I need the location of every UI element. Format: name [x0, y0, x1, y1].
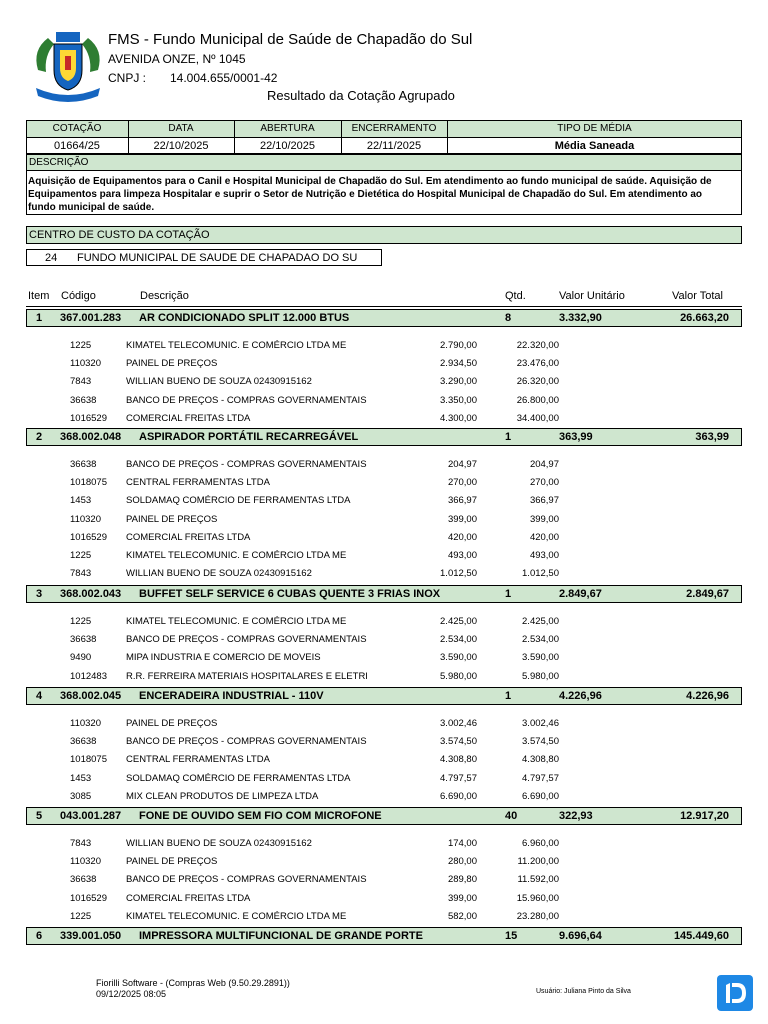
col-item: Item	[28, 290, 50, 302]
item-number: 2	[36, 431, 43, 443]
item-total-value: 145.449,60	[673, 930, 729, 942]
col-unit-value: Valor Unitário	[559, 290, 625, 302]
quote-supplier-name: KIMATEL TELECOMUNIC. E COMÉRCIO LTDA ME	[126, 616, 347, 627]
quote-unit-price: 3.590,00	[440, 652, 477, 663]
quote-unit-price: 2.534,00	[440, 634, 477, 645]
quote-total-price: 22.320,00	[516, 340, 559, 351]
quote-total-price: 4.308,80	[522, 754, 559, 765]
item-description: FONE DE OUVIDO SEM FIO COM MICROFONE	[139, 810, 382, 822]
quote-row	[0, 356, 768, 372]
quote-unit-price: 4.308,80	[440, 754, 477, 765]
label-abertura: ABERTURA	[260, 123, 315, 134]
quote-supplier-code: 1016529	[70, 893, 107, 904]
item-code: 339.001.050	[60, 930, 122, 942]
quote-total-price: 6.690,00	[522, 791, 559, 802]
item-number: 6	[36, 930, 43, 942]
municipal-coat-of-arms-logo	[30, 30, 106, 104]
quote-supplier-name: WILLIAN BUENO DE SOUZA 02430915162	[126, 568, 312, 579]
item-code: 368.002.043	[60, 588, 122, 600]
label-cotacao: COTAÇÃO	[52, 123, 102, 134]
cnpj-value: 14.004.655/0001-42	[170, 71, 278, 85]
quote-supplier-name: PAINEL DE PREÇOS	[126, 358, 218, 369]
quote-supplier-name: SOLDAMAQ COMÉRCIO DE FERRAMENTAS LTDA	[126, 495, 351, 506]
quote-row	[0, 891, 768, 907]
quote-row	[0, 771, 768, 787]
quote-total-price: 1.012,50	[522, 568, 559, 579]
item-code: 368.002.048	[60, 431, 122, 443]
quote-supplier-code: 110320	[70, 358, 101, 369]
quote-supplier-code: 1018075	[70, 477, 107, 488]
quote-row	[0, 669, 768, 685]
quote-supplier-name: KIMATEL TELECOMUNIC. E COMÉRCIO LTDA ME	[126, 550, 347, 561]
quote-unit-price: 5.980,00	[440, 671, 477, 682]
quote-unit-price: 270,00	[447, 477, 477, 488]
quote-supplier-name: PAINEL DE PREÇOS	[126, 856, 218, 867]
cost-center-name: FUNDO MUNICIPAL DE SAUDE DE CHAPADAO DO SU	[77, 252, 358, 264]
item-code: 043.001.287	[60, 810, 122, 822]
description-label-row	[26, 154, 742, 171]
col-qty: Qtd.	[505, 290, 526, 302]
quote-unit-price: 3.290,00	[440, 376, 477, 387]
quote-row	[0, 836, 768, 852]
quote-row	[0, 650, 768, 666]
quote-supplier-code: 1012483	[70, 671, 107, 682]
value-cotacao: 01664/25	[54, 140, 100, 152]
quote-unit-price: 1.012,50	[440, 568, 477, 579]
quote-supplier-name: PAINEL DE PREÇOS	[126, 718, 218, 729]
quote-unit-price: 582,00	[447, 911, 477, 922]
quote-total-price: 23.476,00	[516, 358, 559, 369]
value-tipo-media: Média Saneada	[554, 140, 635, 152]
col-total-value: Valor Total	[672, 290, 723, 302]
quote-total-price: 4.797,57	[522, 773, 559, 784]
item-qty: 15	[505, 930, 518, 942]
item-row	[26, 585, 742, 603]
item-number: 4	[36, 690, 43, 702]
value-encerramento: 22/11/2025	[366, 140, 422, 152]
item-description: AR CONDICIONADO SPLIT 12.000 BTUS	[139, 312, 350, 324]
quote-row	[0, 614, 768, 630]
cost-center-label-row	[26, 226, 742, 244]
cnpj-label: CNPJ :	[108, 71, 147, 85]
quote-supplier-name: BANCO DE PREÇOS - COMPRAS GOVERNAMENTAIS	[126, 395, 367, 406]
quote-supplier-name: MIPA INDUSTRIA E COMERCIO DE MOVEIS	[126, 652, 321, 663]
label-tipo-media: TIPO DE MÉDIA	[557, 123, 632, 134]
quote-unit-price: 6.690,00	[440, 791, 477, 802]
quote-total-price: 366,97	[529, 495, 559, 506]
quote-unit-price: 289,80	[447, 874, 477, 885]
quote-supplier-code: 7843	[70, 568, 92, 579]
quote-row	[0, 374, 768, 390]
quote-supplier-code: 1225	[70, 550, 92, 561]
quote-supplier-name: BANCO DE PREÇOS - COMPRAS GOVERNAMENTAIS	[126, 736, 367, 747]
quote-unit-price: 366,97	[447, 495, 477, 506]
quote-supplier-name: BANCO DE PREÇOS - COMPRAS GOVERNAMENTAIS	[126, 459, 367, 470]
organization-address: AVENIDA ONZE, Nº 1045	[108, 52, 246, 66]
quote-supplier-code: 36638	[70, 395, 97, 406]
item-unit-value: 363,99	[559, 431, 593, 443]
quote-row	[0, 716, 768, 732]
quote-supplier-name: WILLIAN BUENO DE SOUZA 02430915162	[126, 838, 312, 849]
value-abertura: 22/10/2025	[259, 140, 316, 152]
item-qty: 1	[505, 588, 512, 600]
cost-center-box	[26, 249, 382, 266]
quote-row	[0, 393, 768, 409]
quote-total-price: 3.590,00	[522, 652, 559, 663]
quote-unit-price: 4.300,00	[440, 413, 477, 424]
value-data: 22/10/2025	[153, 140, 209, 152]
quote-supplier-name: BANCO DE PREÇOS - COMPRAS GOVERNAMENTAIS	[126, 874, 367, 885]
item-number: 1	[36, 312, 43, 324]
quote-supplier-code: 110320	[70, 718, 101, 729]
quote-supplier-name: R.R. FERREIRA MATERIAIS HOSPITALARES E ELETRI	[126, 671, 368, 682]
quote-row	[0, 512, 768, 528]
description-label: DESCRIÇÃO	[29, 157, 89, 168]
quote-total-price: 5.980,00	[522, 671, 559, 682]
quote-supplier-name: WILLIAN BUENO DE SOUZA 02430915162	[126, 376, 312, 387]
quote-row	[0, 548, 768, 564]
quote-supplier-code: 1016529	[70, 532, 107, 543]
col-code: Código	[61, 290, 96, 302]
description-text: Aquisição de Equipamentos para o Canil e Hospital Municipal de Chapadão do Sul. Em atendimento ao fundo municipal de saúde. Aquisição de Equipamentos para limpeza Hospitalar e suprir o Setor de Nutrição e Dietética do Hospital Municipal de Chapadão do Sul. Em atendimento ao fundo municipal de saúde.	[28, 176, 712, 213]
item-description: BUFFET SELF SERVICE 6 CUBAS QUENTE 3 FRIAS INOX	[139, 588, 441, 600]
quote-unit-price: 3.574,50	[440, 736, 477, 747]
quote-unit-price: 2.790,00	[440, 340, 477, 351]
item-row	[26, 687, 742, 705]
item-number: 5	[36, 810, 43, 822]
item-total-value: 363,99	[695, 431, 729, 443]
quote-unit-price: 204,97	[447, 459, 477, 470]
quote-row	[0, 457, 768, 473]
item-code: 368.002.045	[60, 690, 122, 702]
quote-supplier-name: KIMATEL TELECOMUNIC. E COMÉRCIO LTDA ME	[126, 340, 347, 351]
quote-total-price: 26.800,00	[516, 395, 559, 406]
quote-total-price: 399,00	[529, 514, 559, 525]
item-unit-value: 4.226,96	[559, 690, 602, 702]
quote-supplier-name: CENTRAL FERRAMENTAS LTDA	[126, 754, 270, 765]
quote-row	[0, 411, 768, 427]
quote-supplier-code: 9490	[70, 652, 92, 663]
quote-total-price: 6.960,00	[522, 838, 559, 849]
app-badge-icon	[717, 975, 753, 1011]
quote-total-price: 11.592,00	[517, 874, 559, 885]
quote-row	[0, 909, 768, 925]
quote-total-price: 2.425,00	[522, 616, 559, 627]
item-total-value: 12.917,20	[680, 810, 729, 822]
col-description: Descrição	[140, 290, 189, 302]
quote-unit-price: 4.797,57	[440, 773, 477, 784]
quote-supplier-code: 7843	[70, 376, 92, 387]
item-code: 367.001.283	[60, 312, 122, 324]
item-qty: 40	[505, 810, 518, 822]
quote-total-price: 23.280,00	[516, 911, 559, 922]
quote-unit-price: 3.350,00	[440, 395, 477, 406]
quote-unit-price: 2.425,00	[440, 616, 477, 627]
quote-supplier-name: COMERCIAL FREITAS LTDA	[126, 413, 251, 424]
quote-unit-price: 280,00	[447, 856, 477, 867]
item-qty: 1	[505, 690, 512, 702]
quote-total-price: 493,00	[529, 550, 559, 561]
quote-supplier-code: 110320	[70, 856, 101, 867]
quote-row	[0, 530, 768, 546]
quote-row	[0, 338, 768, 354]
quote-total-price: 2.534,00	[522, 634, 559, 645]
quote-row	[0, 493, 768, 509]
quote-supplier-code: 36638	[70, 736, 97, 747]
item-row	[26, 428, 742, 446]
quote-supplier-code: 1225	[70, 340, 92, 351]
quote-total-price: 3.002,46	[522, 718, 559, 729]
report-subtitle: Resultado da Cotação Agrupado	[267, 88, 455, 103]
quote-supplier-code: 1225	[70, 616, 92, 627]
quote-supplier-name: SOLDAMAQ COMÉRCIO DE FERRAMENTAS LTDA	[126, 773, 351, 784]
quote-supplier-code: 110320	[70, 514, 101, 525]
quote-total-price: 270,00	[529, 477, 559, 488]
quote-unit-price: 399,00	[447, 514, 477, 525]
quote-total-price: 15.960,00	[516, 893, 559, 904]
quote-total-price: 34.400,00	[516, 413, 559, 424]
item-unit-value: 3.332,90	[559, 312, 602, 324]
quote-unit-price: 2.934,50	[440, 358, 477, 369]
label-data: DATA	[168, 123, 194, 134]
column-header-rule	[26, 306, 742, 307]
footer-software: Fiorilli Software - (Compras Web (9.50.29.2891))	[96, 978, 290, 988]
quote-unit-price: 399,00	[447, 893, 477, 904]
quote-supplier-code: 7843	[70, 838, 92, 849]
quote-supplier-name: MIX CLEAN PRODUTOS DE LIMPEZA LTDA	[126, 791, 319, 802]
quote-supplier-name: BANCO DE PREÇOS - COMPRAS GOVERNAMENTAIS	[126, 634, 367, 645]
quote-supplier-code: 3085	[70, 791, 92, 802]
quote-supplier-code: 1225	[70, 911, 92, 922]
cost-center-label: CENTRO DE CUSTO DA COTAÇÃO	[29, 229, 210, 241]
quote-total-price: 3.574,50	[522, 736, 559, 747]
item-row	[26, 309, 742, 327]
quote-row	[0, 566, 768, 582]
item-number: 3	[36, 588, 43, 600]
item-qty: 1	[505, 431, 512, 443]
item-unit-value: 9.696,64	[559, 930, 602, 942]
quote-supplier-code: 36638	[70, 459, 97, 470]
item-unit-value: 322,93	[559, 810, 593, 822]
quote-supplier-code: 1453	[70, 495, 92, 506]
quote-total-price: 11.200,00	[517, 856, 559, 867]
footer-user: Usuário: Juliana Pinto da Silva	[536, 988, 631, 995]
quote-total-price: 204,97	[529, 459, 559, 470]
quote-supplier-code: 36638	[70, 634, 97, 645]
quote-total-price: 420,00	[529, 532, 559, 543]
label-encerramento: ENCERRAMENTO	[351, 123, 437, 134]
item-description: IMPRESSORA MULTIFUNCIONAL DE GRANDE PORTE	[139, 930, 423, 942]
item-total-value: 26.663,20	[680, 312, 729, 324]
quote-supplier-code: 1016529	[70, 413, 107, 424]
quote-total-price: 26.320,00	[516, 376, 559, 387]
quote-row	[0, 475, 768, 491]
quote-row	[0, 632, 768, 648]
quote-supplier-code: 36638	[70, 874, 97, 885]
item-description: ENCERADEIRA INDUSTRIAL - 110V	[139, 690, 324, 702]
item-qty: 8	[505, 312, 512, 324]
item-total-value: 4.226,96	[686, 690, 729, 702]
quote-unit-price: 174,00	[447, 838, 477, 849]
quote-supplier-name: COMERCIAL FREITAS LTDA	[126, 532, 251, 543]
quote-row	[0, 752, 768, 768]
cost-center-code: 24	[45, 252, 58, 264]
quote-supplier-name: PAINEL DE PREÇOS	[126, 514, 218, 525]
footer-datetime: 09/12/2025 08:05	[96, 989, 167, 999]
quote-row	[0, 854, 768, 870]
item-row	[26, 807, 742, 825]
quote-supplier-code: 1018075	[70, 754, 107, 765]
item-unit-value: 2.849,67	[559, 588, 602, 600]
quote-supplier-name: COMERCIAL FREITAS LTDA	[126, 893, 251, 904]
quote-row	[0, 789, 768, 805]
item-row	[26, 927, 742, 945]
item-description: ASPIRADOR PORTÁTIL RECARREGÁVEL	[139, 431, 359, 443]
organization-title: FMS - Fundo Municipal de Saúde de Chapadão do Sul	[108, 31, 473, 48]
quote-unit-price: 493,00	[447, 550, 477, 561]
quote-unit-price: 3.002,46	[440, 718, 477, 729]
item-total-value: 2.849,67	[686, 588, 729, 600]
quote-row	[0, 872, 768, 888]
quote-supplier-code: 1453	[70, 773, 92, 784]
quote-row	[0, 734, 768, 750]
quote-unit-price: 420,00	[447, 532, 477, 543]
quote-supplier-name: KIMATEL TELECOMUNIC. E COMÉRCIO LTDA ME	[126, 911, 347, 922]
quote-supplier-name: CENTRAL FERRAMENTAS LTDA	[126, 477, 270, 488]
